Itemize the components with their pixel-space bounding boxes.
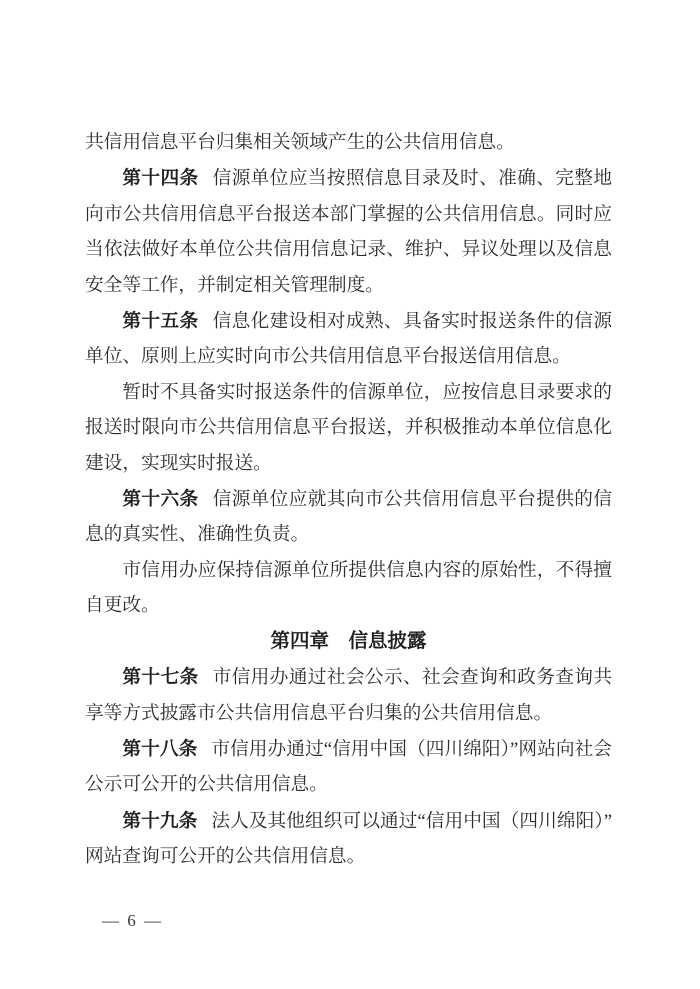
article-14 [85,160,612,303]
article-18-text: 市信用办通过“信用中国（四川绵阳）”网站向社会公示可公开的公共信用信息。 [85,738,612,796]
article-19-text: 法人及其他组织可以通过“信用中国（四川绵阳）”网站查询可公开的公共信用信息。 [85,810,612,868]
article-17-text: 市信用办通过社会公示、社会查询和政务查询共享等方式披露市公共信用信息平台归集的公共信用信息。 [85,667,613,724]
article-16 [85,481,612,553]
page-number: — 6 — [102,911,163,930]
article-18-label: 第十八条 [122,737,198,759]
article-14-text: 信源单位应当按照信息目录及时、准确、完整地向市公共信用信息平台报送本部门掌握的公共信用信息。同时应当依法做好本单位公共信用信息记录、维护、异议处理以及信息安全等工作，并制定相关管理制度。 [85,168,613,296]
article-15-text: 信息化建设相对成熟、具备实时报送条件的信源单位、原则上应实时向市公共信用信息平台报送信用信息。 [85,311,613,368]
article-15 [85,303,612,375]
article-14-label: 第十四条 [122,167,199,189]
article-18 [85,731,612,803]
article-15-label: 第十五条 [122,310,199,332]
article-16-paragraph-2: 市信用办应保持信源单位所提供信息内容的原始性，不得擅自更改。 [85,559,612,617]
article-19-label: 第十九条 [122,809,198,831]
article-15-paragraph-2: 暂时不具备实时报送条件的信源单位，应按信息目录要求的报送时限向市公共信用信息平台报送，并积极推动本单位信息化建设，实现实时报送。 [85,381,612,474]
article-16-label: 第十六条 [122,488,199,510]
paragraph-continuation: 共信用信息平台归集相关领域产生的公共信用信息。 [85,132,515,153]
article-16-text: 信源单位应就其向市公共信用信息平台提供的信息的真实性、准确性负责。 [85,489,613,546]
article-17-label: 第十七条 [122,666,199,688]
document-body [85,125,612,875]
article-17 [85,659,612,731]
chapter-heading: 第四章 信息披露 [270,629,427,652]
article-19 [85,803,612,875]
